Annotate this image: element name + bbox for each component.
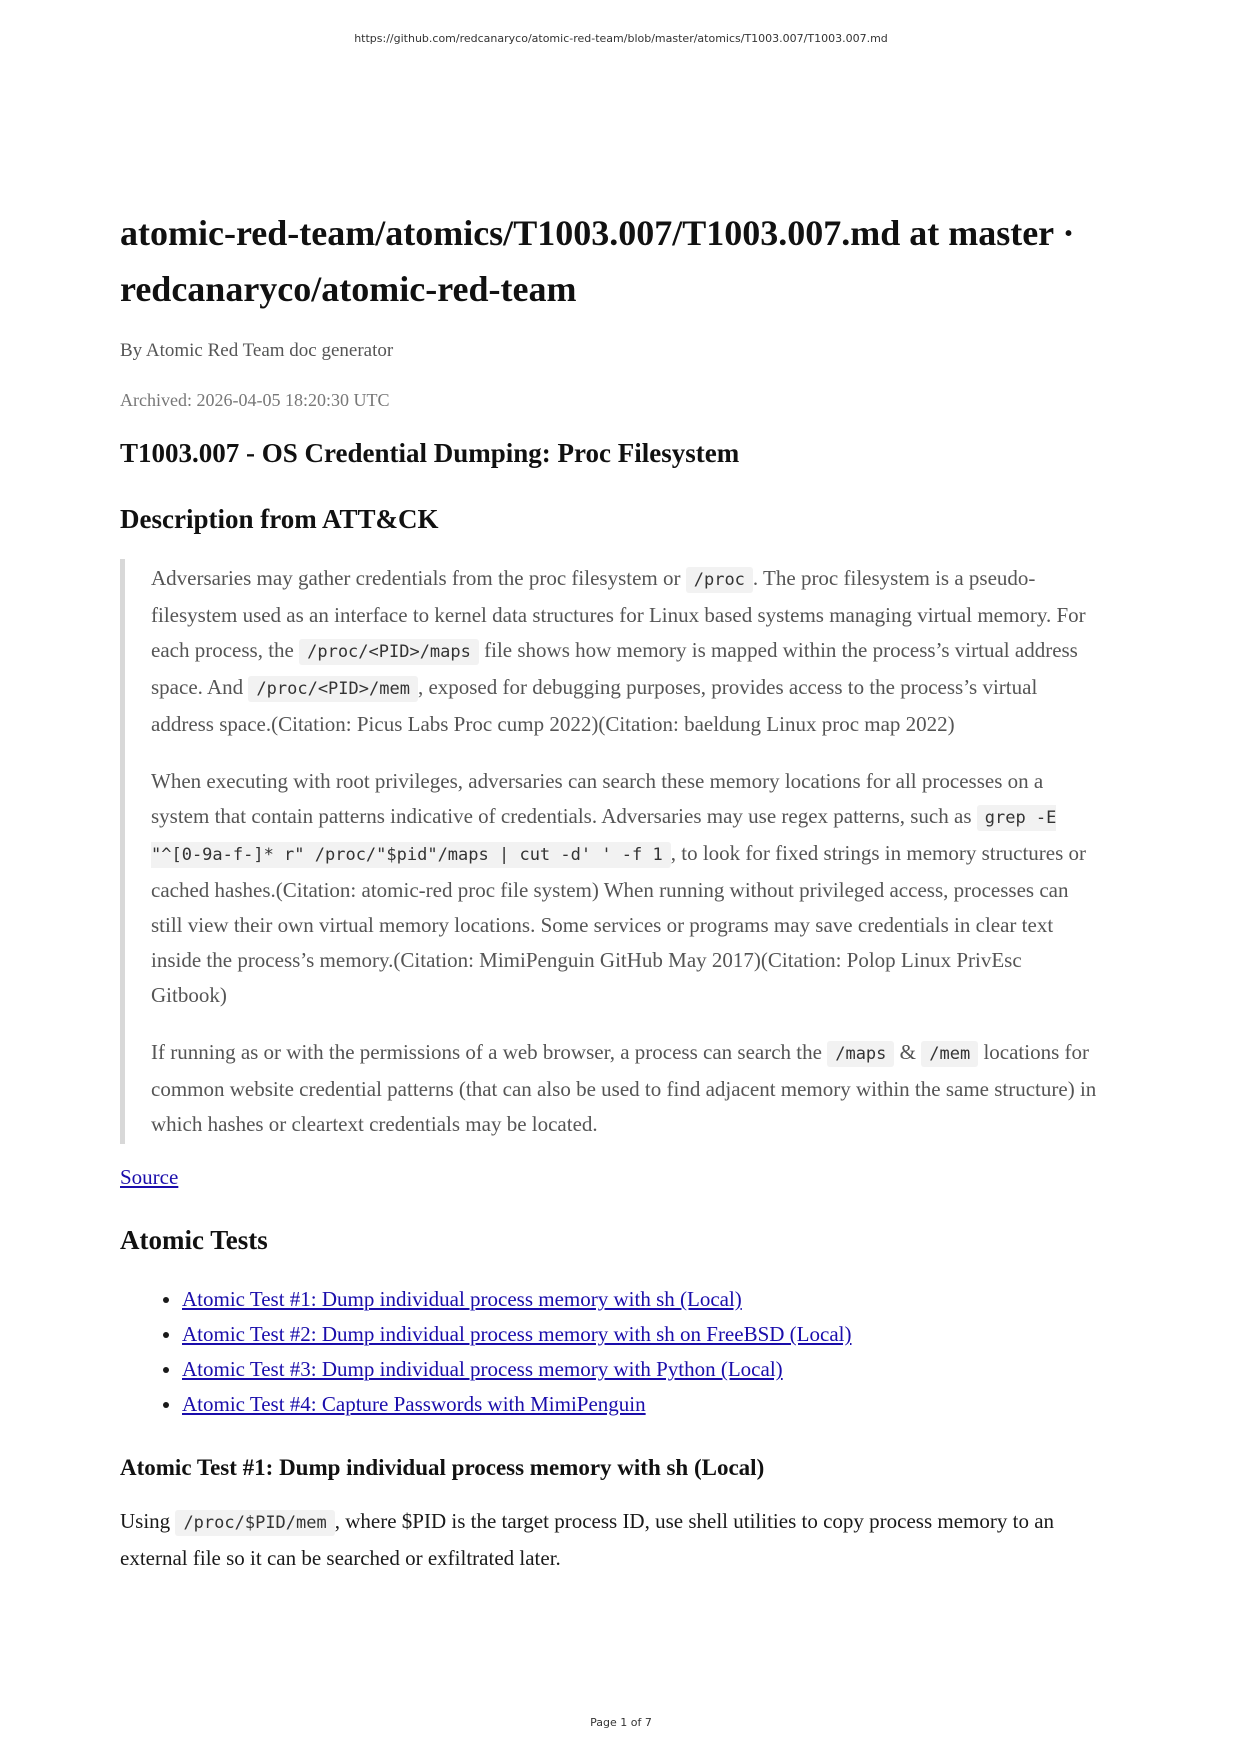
inline-code: /proc/<PID>/mem — [248, 676, 418, 702]
description-paragraph-1 — [151, 561, 1100, 742]
inline-code: /maps — [827, 1041, 894, 1067]
test-1-description — [120, 1504, 1100, 1576]
source-line — [120, 1162, 1100, 1192]
page-title — [120, 205, 1100, 317]
text: & — [894, 1040, 922, 1064]
text: locations for common website credential patterns (that can also be used to find adjacent memory within the same structure) in which hashes or cleartext credentials may be located. — [151, 1040, 1097, 1136]
page-title-line-1: atomic-red-team/atomics/T1003.007/T1003.007.md at master · — [120, 213, 1075, 253]
inline-code: /proc/<PID>/maps — [299, 639, 479, 665]
atomic-test-link-4[interactable]: Atomic Test #4: Capture Passwords with MimiPenguin — [182, 1392, 646, 1416]
inline-code: /proc/$PID/mem — [175, 1510, 334, 1536]
description-blockquote — [120, 559, 1100, 1144]
atomic-tests-heading: Atomic Tests — [120, 1225, 268, 1255]
list-item — [182, 1387, 1100, 1422]
text: When executing with root privileges, adversaries can search these memory locations for all processes on a system that contain patterns indicative of credentials. Adversaries may use regex patterns, such as — [151, 769, 1044, 828]
atomic-tests-list — [120, 1282, 1100, 1422]
text: Using — [120, 1509, 176, 1533]
page-title-line-2: redcanaryco/atomic-red-team — [120, 269, 577, 309]
text: , exposed for debugging purposes, provides access to the process’s virtual address space.(Citation: Picus Labs Proc cump 2022)(Citation: baeldung Linux proc map 2022) — [151, 675, 1038, 736]
source-link[interactable]: Source — [120, 1165, 179, 1189]
description-heading: Description from ATT&CK — [120, 504, 439, 534]
page-header-url: https://github.com/redcanaryco/atomic-red-team/blob/master/atomics/T1003.007/T1003.007.md — [354, 32, 888, 45]
text: , where $PID is the target process ID, use shell utilities to copy process memory to an external file so it can be searched or exfiltrated later. — [120, 1509, 1055, 1570]
text: file shows how memory is mapped within the process’s virtual address space. And — [151, 638, 1078, 699]
document-content — [120, 205, 1100, 1576]
text: , to look for fixed strings in memory structures or cached hashes.(Citation: atomic-red proc file system) When running without privileged access, processes can still view their own virtual memory locations. Some services or programs may save credentials in clear text inside the process’s memory.(Citation: MimiPenguin GitHub May 2017)(Citation: Polop Linux PrivEsc Gitbook) — [151, 841, 1087, 1007]
atomic-test-link-2[interactable]: Atomic Test #2: Dump individual process memory with sh on FreeBSD (Local) — [182, 1322, 852, 1346]
text: . The proc filesystem is a pseudo-filesystem used as an interface to kernel data structures for Linux based systems managing virtual memory. For each process, the — [151, 566, 1086, 662]
inline-code: /mem — [921, 1041, 978, 1067]
list-item — [182, 1317, 1100, 1352]
page-number: Page 1 of 7 — [590, 1716, 652, 1729]
text: Adversaries may gather credentials from the proc filesystem or — [151, 566, 686, 590]
inline-code: /proc — [686, 567, 753, 593]
description-paragraph-3 — [151, 1035, 1100, 1142]
test-1-heading: Atomic Test #1: Dump individual process memory with sh (Local) — [120, 1455, 765, 1480]
atomic-test-link-1[interactable]: Atomic Test #1: Dump individual process memory with sh (Local) — [182, 1287, 742, 1311]
list-item — [182, 1352, 1100, 1387]
inline-code: grep -E "^[0-9a-f-]* r" /proc/"$pid"/maps | cut -d' ' -f 1 — [151, 805, 1056, 868]
byline: By Atomic Red Team doc generator — [120, 340, 394, 361]
text: If running as or with the permissions of a web browser, a process can search the — [151, 1040, 828, 1064]
archived-timestamp: Archived: 2026-04-05 18:20:30 UTC — [120, 390, 390, 410]
description-paragraph-2 — [151, 764, 1100, 1013]
atomic-test-link-3[interactable]: Atomic Test #3: Dump individual process memory with Python (Local) — [182, 1357, 783, 1381]
list-item — [182, 1282, 1100, 1317]
technique-heading: T1003.007 - OS Credential Dumping: Proc Filesystem — [120, 438, 740, 468]
